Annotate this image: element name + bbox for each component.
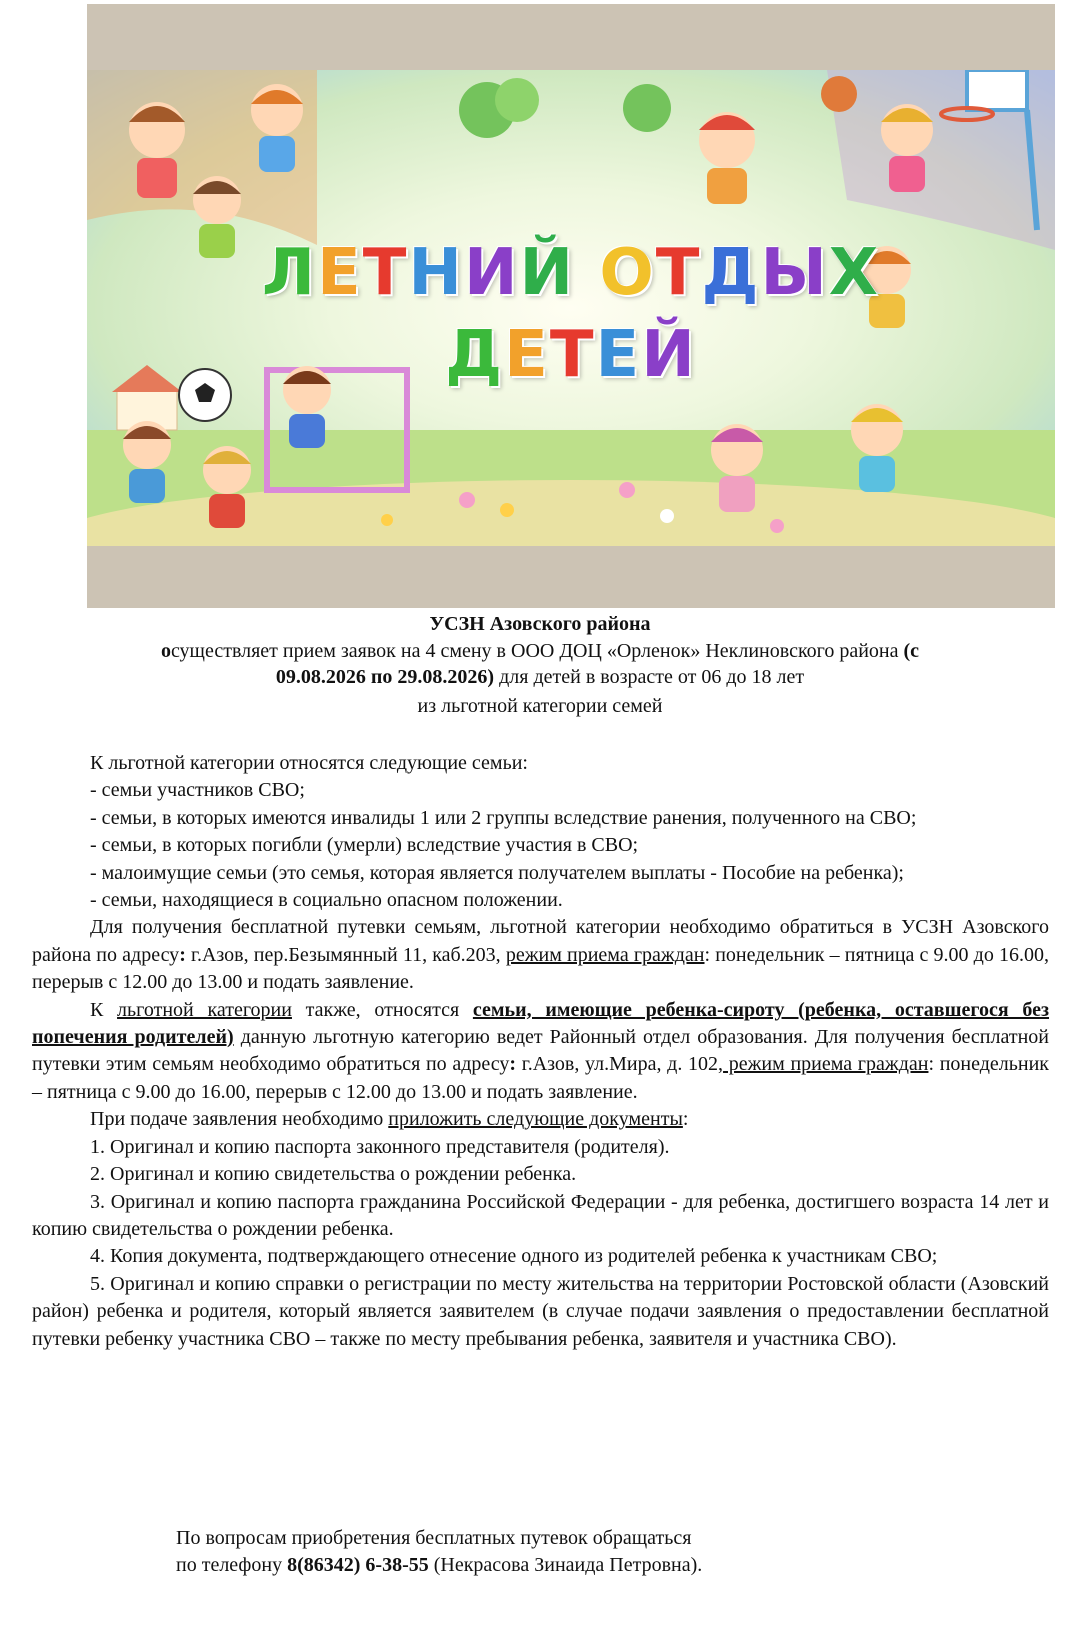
paragraph: К льготной категории относятся следующие семьи: xyxy=(90,752,528,774)
phone-number: 8(86342) 6-38-55 xyxy=(287,1554,429,1576)
tree-icon xyxy=(623,84,671,132)
announcement-first-letter: о xyxy=(160,640,171,662)
banner-title-letter: Е xyxy=(595,318,642,392)
tree-icon xyxy=(495,78,539,122)
announcement-text: существляет прием заявок на 4 смену в ООО ДОЦ «Орленок» Неклиновского района xyxy=(170,640,899,662)
text: : xyxy=(682,1108,689,1131)
banner-title-letter: Т xyxy=(362,236,409,310)
banner-title-letter: Д xyxy=(445,318,505,392)
shift-dates: 09.08.2026 по 29.08.2026) xyxy=(275,666,495,688)
text: При подаче заявления необходимо xyxy=(90,1108,389,1131)
banner-title-letter: Х xyxy=(828,236,881,310)
list-item: - семьи участников СВО; xyxy=(90,779,305,802)
banner-title-letter: Ы xyxy=(760,236,829,310)
contact-line2 xyxy=(176,1552,1036,1579)
text: данную льготную категорию ведет Районный отдел образования. Для получения бесплатной путевки этим семьям необходимо обратиться по адресу xyxy=(32,1026,1050,1076)
category-label: льготной категории xyxy=(117,998,292,1021)
announcement-date-open: (с xyxy=(903,640,920,662)
contact-person: (Некрасова Зинаида Петровна). xyxy=(428,1554,703,1576)
document-body xyxy=(32,750,1049,1353)
paragraph xyxy=(32,997,1049,1107)
text: : понедельник – пятница с 9.00 до 16.00, перерыв с 12.00 до 13.00 и подать заявление. xyxy=(32,943,1049,994)
org-title: УСЗН Азовского района xyxy=(429,613,651,635)
banner-title-letter: И xyxy=(463,236,520,310)
text: Для получения бесплатной путевки семьям, льготной категории необходимо обратиться в УСЗН Азовского района по адресу xyxy=(32,916,1049,966)
banner-title-letter: Т xyxy=(549,318,596,392)
banner-title-letter: Т xyxy=(655,236,702,310)
text: К xyxy=(90,998,118,1021)
banner-image xyxy=(87,4,1055,608)
text: по телефону xyxy=(176,1554,288,1576)
banner-title-letter: Д xyxy=(701,236,761,310)
list-item: - семьи, в которых имеются инвалиды 1 или 2 группы вследствие ранения, полученного на СВО; xyxy=(90,806,917,829)
list-item: - семьи, находящиеся в социально опасном положении. xyxy=(90,889,563,912)
address-text: г.Азов, ул.Мира, д. 102, xyxy=(516,1053,724,1076)
banner-illustration xyxy=(87,70,1055,546)
paragraph xyxy=(32,1106,1049,1133)
text-colon: : xyxy=(509,1053,517,1076)
list-item: - малоимущие семьи (это семья, которая является получателем выплаты - Пособие на ребенка); xyxy=(90,861,904,884)
announcement-dates-line xyxy=(30,664,1050,690)
document-item: 2. Оригинал и копию свидетельства о рождении ребенка. xyxy=(90,1163,577,1186)
contact-info xyxy=(176,1525,1036,1579)
text: также, относятся xyxy=(291,998,473,1021)
banner-title-letter: Й xyxy=(519,236,576,310)
documents-label: приложить следующие документы xyxy=(388,1108,683,1131)
document-item: 3. Оригинал и копию паспорта гражданина Российской Федерации - для ребенка, достигшего возраста 14 лет и копию свидетельства о рождении ребенка. xyxy=(32,1190,1049,1240)
age-range-text: для детей в возрасте от 06 до 18 лет xyxy=(494,666,805,688)
banner-title-letter: Н xyxy=(408,236,464,310)
banner-title-letter: О xyxy=(599,236,656,310)
contact-line1: По вопросам приобретения бесплатных путевок обращаться xyxy=(176,1527,692,1549)
orphan-families-text: семьи, имеющие ребенка-сироту (ребенка, оставшегося без попечения родителей) xyxy=(32,998,1050,1049)
basketball-icon xyxy=(821,76,857,112)
category-line: из льготной категории семей xyxy=(417,695,663,717)
child-icon xyxy=(203,446,251,528)
list-item: - семьи, в которых погибли (умерли) вследствие участия в СВО; xyxy=(90,834,639,857)
document-item: 5. Оригинал и копию справки о регистрации по месту жительства на территории Ростовской области (Азовский район) ребенка и родителя, который является заявителем (в случае подачи заявления о предоставлении бесплатной путевки ребенку участника СВО – также по месту пребывания ребенка, заявителя и участника СВО). xyxy=(32,1272,1049,1350)
document-item: 1. Оригинал и копию паспорта законного представителя (родителя). xyxy=(90,1135,670,1158)
text: : понедельник – пятница с 9.00 до 16.00, перерыв с 12.00 до 13.00 и подать заявление. xyxy=(32,1053,1049,1103)
announcement-line xyxy=(30,638,1050,664)
banner-title-letter: Е xyxy=(504,318,550,392)
child-icon xyxy=(123,421,171,503)
banner-title-letter: Е xyxy=(317,236,363,310)
reception-hours-label: режим приема граждан xyxy=(723,1053,929,1076)
address-text: г.Азов, пер.Безымянный 11, каб.203, xyxy=(185,943,506,966)
paragraph xyxy=(32,914,1049,996)
child-icon xyxy=(699,112,755,204)
reception-hours-label: режим приема граждан xyxy=(505,943,705,966)
banner-title-letter: Л xyxy=(261,236,318,310)
banner-title-line1 xyxy=(87,236,1055,310)
banner-title-line2 xyxy=(87,318,1055,392)
document-item: 4. Копия документа, подтверждающего отнесение одного из родителей ребенка к участникам СВО; xyxy=(90,1245,938,1268)
text-colon: : xyxy=(179,943,186,966)
banner-title-letter xyxy=(575,236,599,310)
banner-title-letter: Й xyxy=(641,318,697,392)
